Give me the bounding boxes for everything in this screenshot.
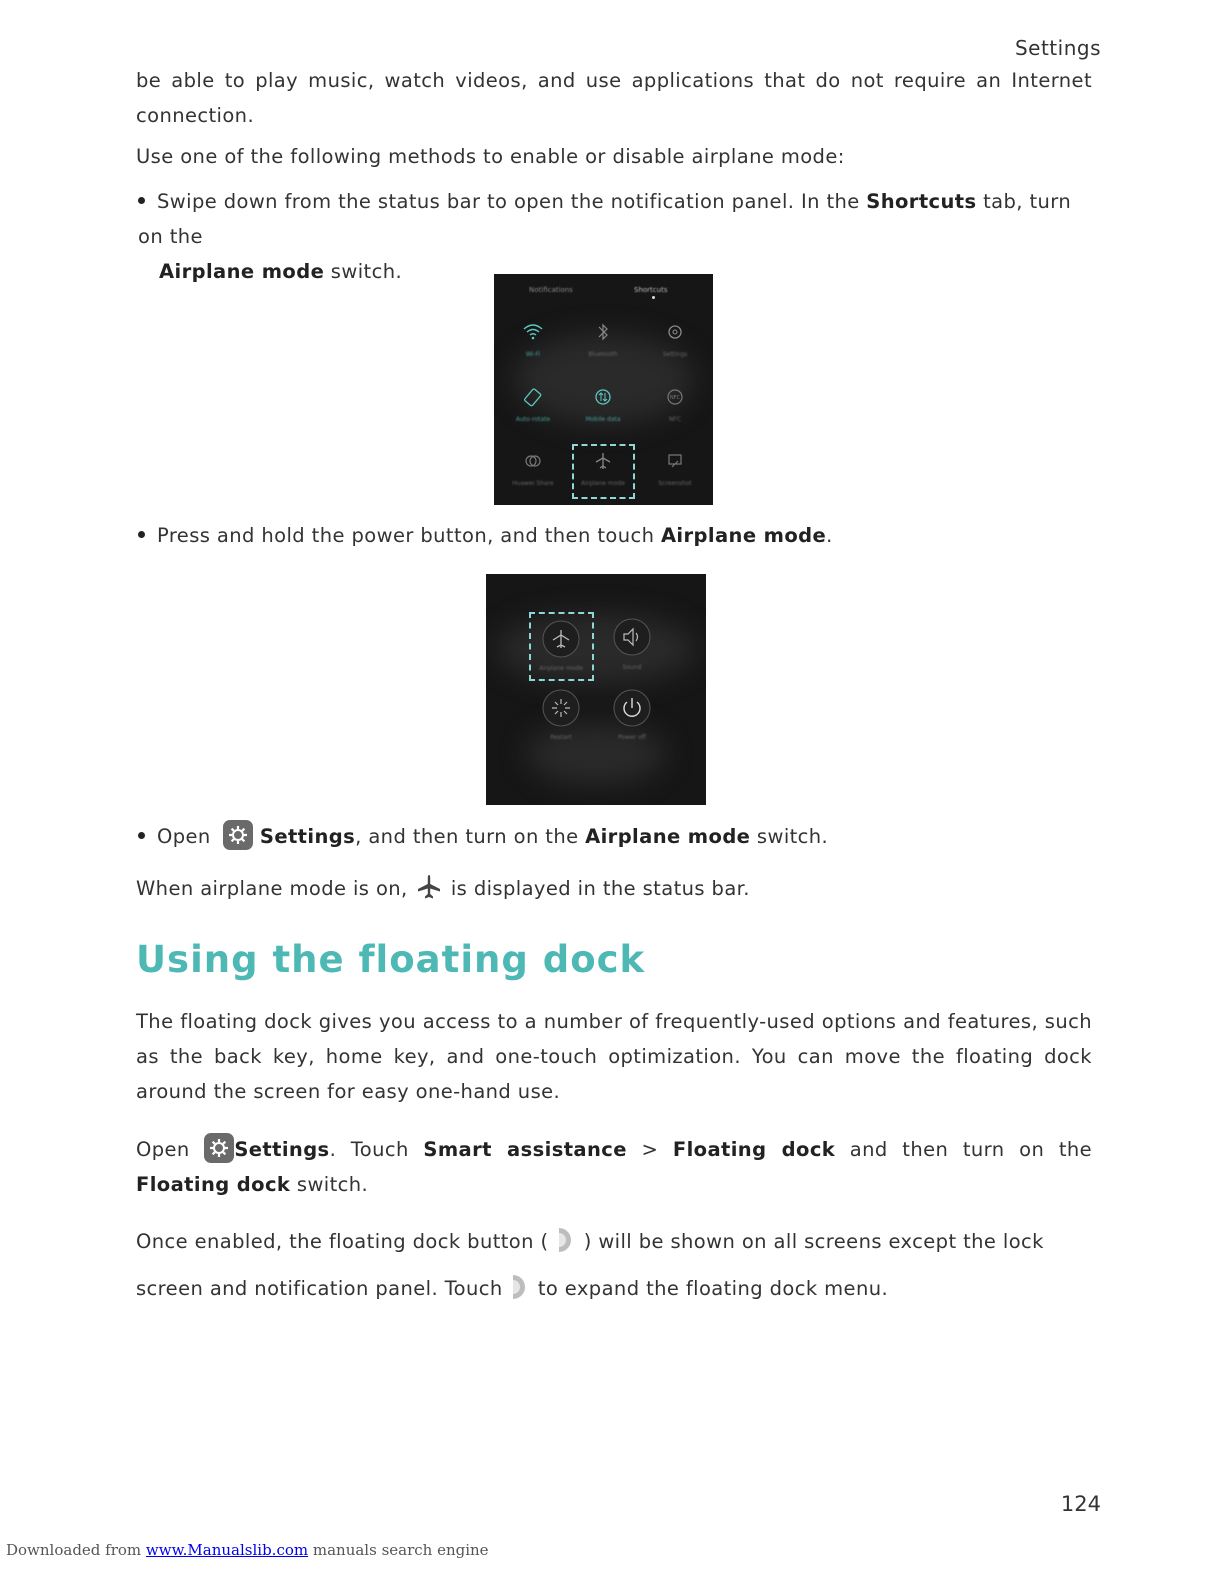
airplane-mode-term: Airplane mode [585,825,751,848]
airplane-mode-term: Airplane mode [159,260,325,283]
shortcuts-term: Shortcuts [866,190,977,213]
bullet-open-settings: Open Settings, and then turn on the Airplane mode switch. [138,819,828,854]
airplane-highlight-box [572,444,635,499]
tab-notifications: Notifications [529,286,573,294]
methods-lead: Use one of the following methods to enable or disable airplane mode: [136,145,845,168]
download-footer: Downloaded from www.Manualslib.com manuals search engine [6,1541,489,1559]
settings-term: Settings [234,1138,330,1161]
power-menu-screenshot: Airplane mode Sound Restart Power off [486,574,706,805]
intro-continuation: be able to play music, watch videos, and use applications that do not require an Internet connection. [136,69,1092,127]
floating-dock-usage: Once enabled, the floating dock button ( ) will be shown on all screens except the lock screen and notification panel. Touch to expand the floating dock menu. [136,1218,1092,1312]
nfc-icon [660,382,690,412]
sound-icon [612,617,652,657]
manualslib-link[interactable]: www.Manualslib.com [145,1541,309,1559]
tab-shortcuts: Shortcuts [634,286,668,294]
bluetooth-icon [588,317,618,347]
settings-app-icon [204,1133,234,1163]
airplane-status-icon [414,872,444,902]
bullet-power-button: Press and hold the power button, and then touch Airplane mode. [138,518,833,553]
airplane-highlight-box [529,612,594,681]
floating-dock-switch-term: Floating dock [136,1173,291,1196]
settings-term: Settings [259,825,356,848]
restart-icon [541,688,581,728]
mobile-data-icon [588,382,618,412]
bullet-dot [138,832,145,839]
page-number: 124 [1060,1492,1101,1516]
auto-rotate-icon [518,382,548,412]
running-header: Settings [1014,36,1101,60]
bullet-swipe: Swipe down from the status bar to open the notification panel. In the Shortcuts tab, turn on the Airplane mode switch. [138,190,1072,283]
floating-dock-intro: The floating dock gives you access to a number of frequently-used options and features, such as the back key, home key, and one-touch optimization. You can move the floating dock around the screen for easy one-hand use. [136,1010,1092,1103]
floating-dock-steps: Open Settings. Touch Smart assistance > Floating dock and then turn on the Floating dock switch. [136,1132,1092,1202]
airplane-status-line: When airplane mode is on, is displayed in the status bar. [136,871,1092,906]
settings-app-icon [223,820,253,850]
screenshot-icon [660,446,690,476]
airplane-mode-term: Airplane mode [660,524,827,547]
svg-text:NFC: NFC [669,395,681,401]
settings-gear-icon [660,317,690,347]
smart-assistance-term: Smart assistance [423,1138,627,1161]
bullet-dot [138,197,145,204]
floating-dock-button-icon [509,1272,531,1302]
power-off-icon [612,688,652,728]
bullet-dot [138,531,145,538]
floating-dock-term: Floating dock [672,1138,836,1161]
huawei-share-icon [518,446,548,476]
shortcuts-panel-screenshot: Notifications Shortcuts Wi-Fi Bluetooth Settings Auto-rotate Mobile data NFC NFC Huawei Share Airplane mode Screenshot [494,274,713,505]
wifi-icon [518,317,548,347]
section-heading: Using the floating dock [136,938,646,981]
floating-dock-button-icon [555,1225,577,1255]
